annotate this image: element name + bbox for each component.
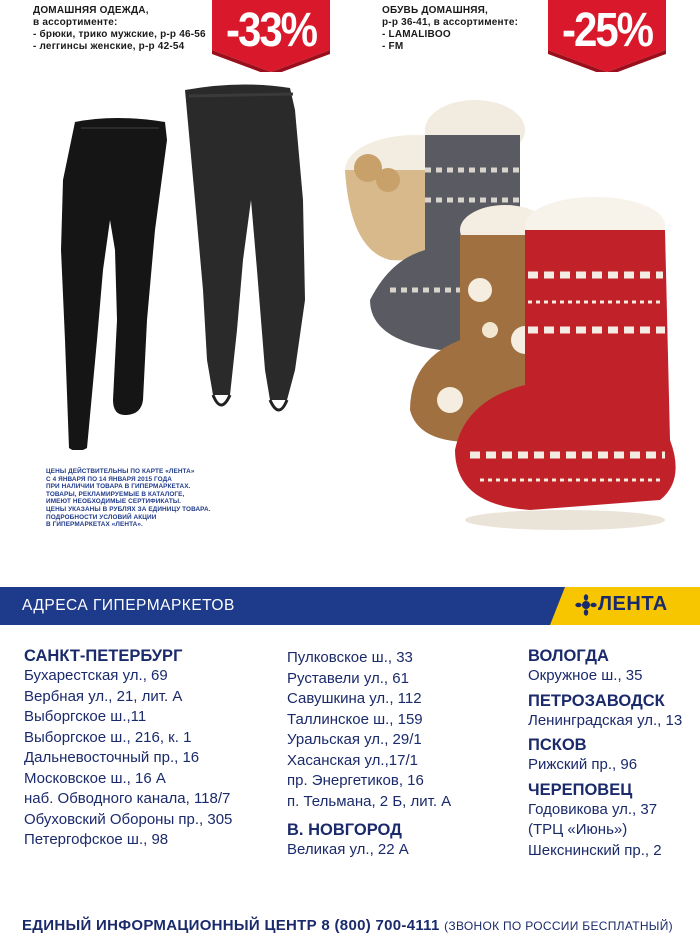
address-line: Рижский пр., 96 xyxy=(528,756,638,773)
address-line: Ленинградская ул., 13 xyxy=(528,711,683,729)
address-line: Великая ул., 22 А xyxy=(287,841,409,858)
info-center-footer xyxy=(22,917,673,934)
info-center-note: (ЗВОНОК ПО РОССИИ БЕСПЛАТНЫЙ) xyxy=(444,919,673,933)
address-line: Уральская ул., 29/1 xyxy=(287,731,422,748)
address-line: Выборгское ш.,11 xyxy=(24,708,147,725)
address-line: (ТРЦ «Июнь») xyxy=(528,821,628,838)
price-disclaimer: ЦЕНЫ ДЕЙСТВИТЕЛЬНЫ ПО КАРТЕ «ЛЕНТА» С 4 ЯНВАРЯ ПО 14 ЯНВАРЯ 2015 ГОДА ПРИ НАЛИЧИИ ТОВАРА В ГИПЕРМАРКЕТАХ. ТОВАРЫ, РЕКЛАМИРУЕМЫЕ В КАТАЛОГЕ, ИМЕЮТ НЕОБХОДИМЫЕ СЕРТИФИКАТЫ. ЦЕНЫ УКАЗАНЫ В РУБЛЯХ ЗА ЕДИНИЦУ ТОВАРА. ПОДРОБНОСТИ УСЛОВИЙ АКЦИИ В ГИПЕРМАРКЕТАХ «ЛЕНТА». xyxy=(46,468,211,529)
clothing-promo-title: ДОМАШНЯЯ ОДЕЖДА, в ассортименте: - брюки, трико мужские, р-р 46-56 - леггинсы женские, р-р 42-54 xyxy=(33,5,206,52)
discount-label: -25% xyxy=(561,2,653,57)
slippers-promo-title: ОБУВЬ ДОМАШНЯЯ, р-р 36-41, в ассортименте: - LAMALIBOO - FM xyxy=(382,5,519,52)
info-center-phone: ЕДИНЫЙ ИНФОРМАЦИОННЫЙ ЦЕНТР 8 (800) 700-4111 xyxy=(22,917,440,934)
spb-column-2 xyxy=(287,648,451,861)
address-line: Дальневосточный пр., 16 xyxy=(24,749,200,766)
pants-image xyxy=(55,70,355,450)
discount-badge-clothing xyxy=(212,0,330,70)
address-line: Руставели ул., 61 xyxy=(287,669,409,687)
address-line: Окружное ш., 35 xyxy=(528,667,643,684)
address-line: Выборгское ш., 216, к. 1 xyxy=(24,728,192,746)
regions-column xyxy=(528,646,682,861)
city-spb: САНКТ-ПЕТЕРБУРГ xyxy=(24,647,183,665)
address-line: наб. Обводного канала, 118/7 xyxy=(24,790,231,807)
address-line: Савушкина ул., 112 xyxy=(287,690,422,707)
city-petrozavodsk: ПЕТРОЗАВОДСК xyxy=(528,691,665,710)
address-line: Бухарестская ул., 69 xyxy=(24,667,168,684)
address-line: Годовикова ул., 37 xyxy=(528,800,658,818)
lenta-logo: ЛЕНТА xyxy=(598,593,668,615)
discount-label: -33% xyxy=(225,2,317,57)
city-novgorod: В. НОВГОРОД xyxy=(287,821,402,839)
address-line: пр. Энергетиков, 16 xyxy=(287,772,424,789)
spb-column-1 xyxy=(24,646,232,851)
address-line: Хасанская ул.,17/1 xyxy=(287,751,418,769)
address-line: п. Тельмана, 2 Б, лит. А xyxy=(287,792,452,810)
city-cherepovets: ЧЕРЕПОВЕЦ xyxy=(528,780,633,799)
address-line: Петергофское ш., 98 xyxy=(24,831,169,848)
city-vologda: ВОЛОГДА xyxy=(528,647,609,665)
address-line: Московское ш., 16 А xyxy=(24,769,166,787)
lenta-flower-icon xyxy=(575,594,597,616)
city-pskov: ПСКОВ xyxy=(528,736,587,754)
address-line: Вербная ул., 21, лит. А xyxy=(24,687,183,705)
address-line: Таллинское ш., 159 xyxy=(287,710,423,728)
address-line: Обуховский Обороны пр., 305 xyxy=(24,810,233,828)
address-line: Пулковское ш., 33 xyxy=(287,649,413,666)
addresses-heading: АДРЕСА ГИПЕРМАРКЕТОВ xyxy=(22,597,235,614)
slippers-image xyxy=(330,40,700,540)
address-line: Шекснинский пр., 2 xyxy=(528,841,662,859)
